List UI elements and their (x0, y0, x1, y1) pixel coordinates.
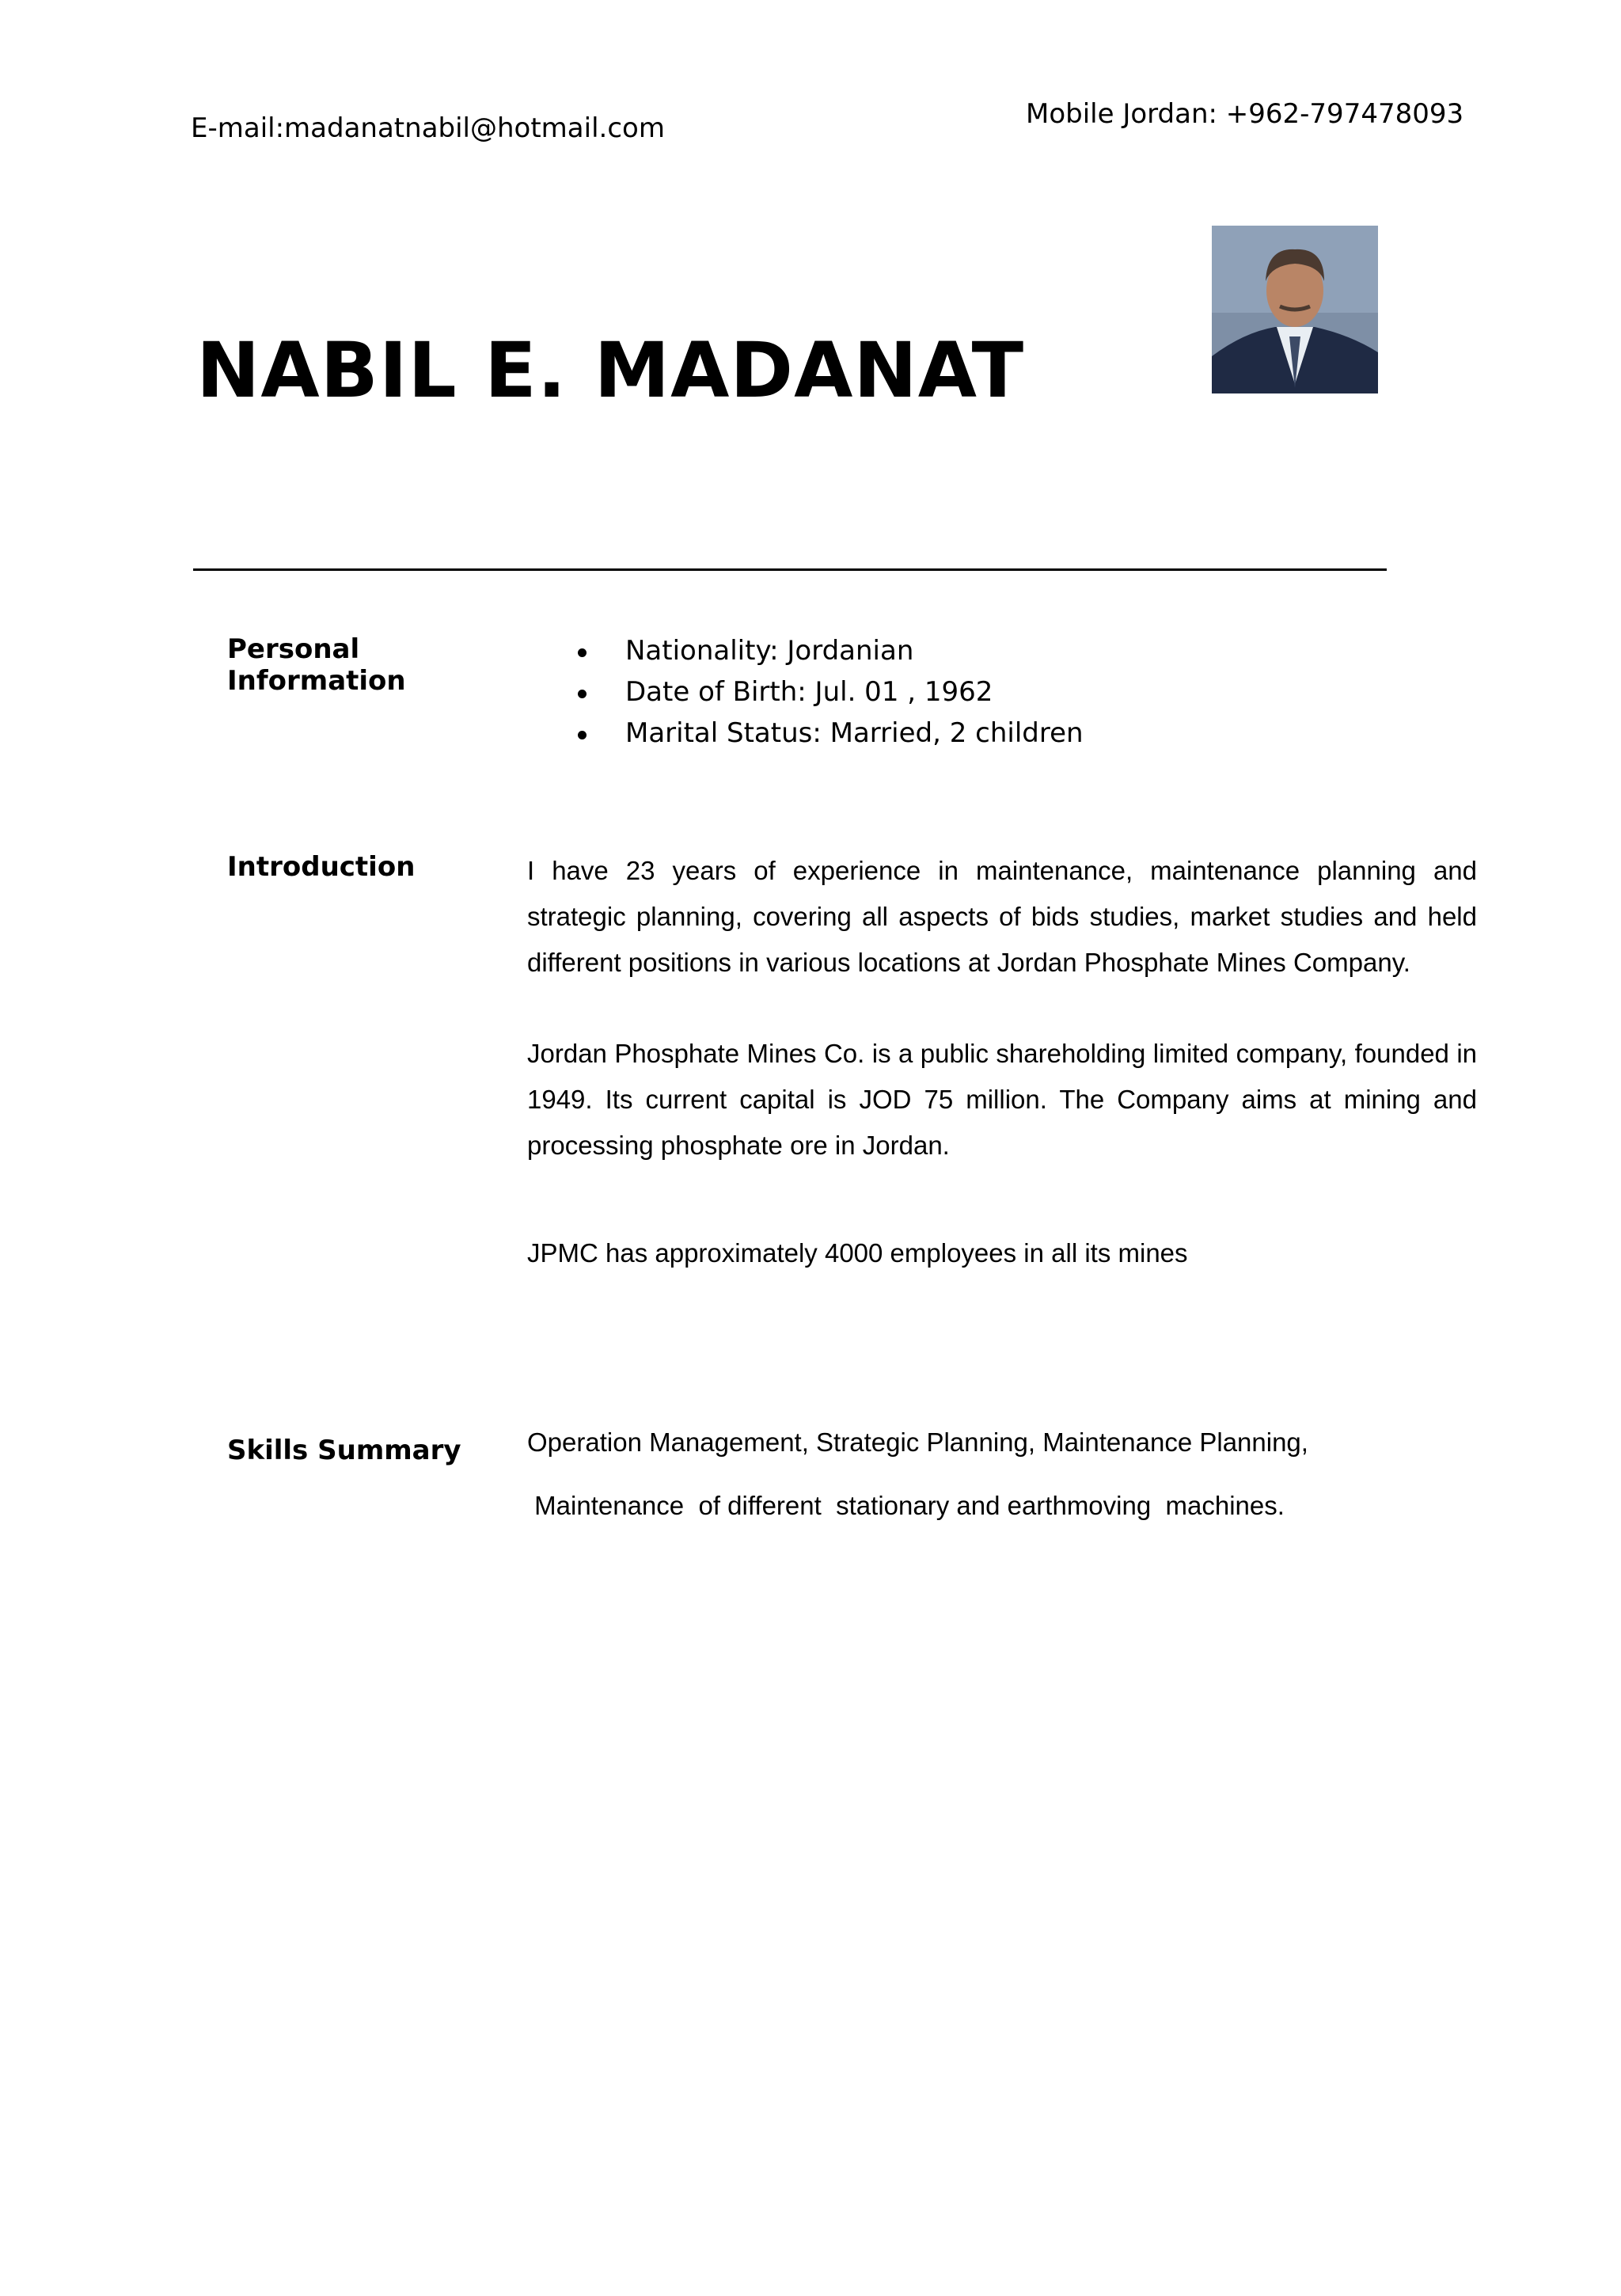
bullet-icon (578, 648, 587, 657)
personal-information-list (574, 631, 1084, 755)
list-item (574, 631, 1084, 672)
candidate-name: NABIL E. MADANAT (196, 326, 1025, 415)
bullet-icon (578, 690, 587, 698)
introduction-paragraph-2: Jordan Phosphate Mines Co. is a public shareholding limited company, founded in 1949. Its current capital is JOD 75 million. The Company aims at mining and processing phosphate ore in Jordan. (527, 1039, 1477, 1160)
bullet-icon (578, 731, 587, 739)
email-contact: E-mail:madanatnabil@hotmail.com (191, 112, 665, 144)
date-of-birth-text: Date of Birth: Jul. 01 , 1962 (625, 676, 993, 708)
profile-photo (1212, 226, 1378, 393)
list-item (574, 672, 1084, 713)
personal-information-label (227, 633, 406, 697)
skills-summary-label: Skills Summary (227, 1435, 461, 1466)
marital-status-text: Marital Status: Married, 2 children (625, 717, 1084, 749)
introduction-paragraph-1: I have 23 years of experience in maintenance, maintenance planning and strategic planning, covering all aspects of bids studies, market studies and held different positions in various locations at Jordan Phosphate Mines Company. (527, 856, 1477, 977)
portrait-photo-icon (1212, 226, 1378, 393)
list-item (574, 713, 1084, 755)
skills-summary-line-2: Maintenance of different stationary and earthmoving machines. (527, 1491, 1285, 1520)
introduction-paragraph-3: JPMC has approximately 4000 employees in all its mines (527, 1238, 1188, 1268)
personal-label-line2: Information (227, 665, 406, 697)
mobile-contact: Mobile Jordan: +962-797478093 (1026, 98, 1464, 130)
skills-summary-line-1: Operation Management, Strategic Planning, Maintenance Planning, (527, 1427, 1308, 1457)
introduction-label: Introduction (227, 851, 416, 883)
nationality-text: Nationality: Jordanian (625, 635, 914, 667)
header-divider (193, 568, 1387, 571)
personal-label-line1: Personal (227, 633, 360, 665)
